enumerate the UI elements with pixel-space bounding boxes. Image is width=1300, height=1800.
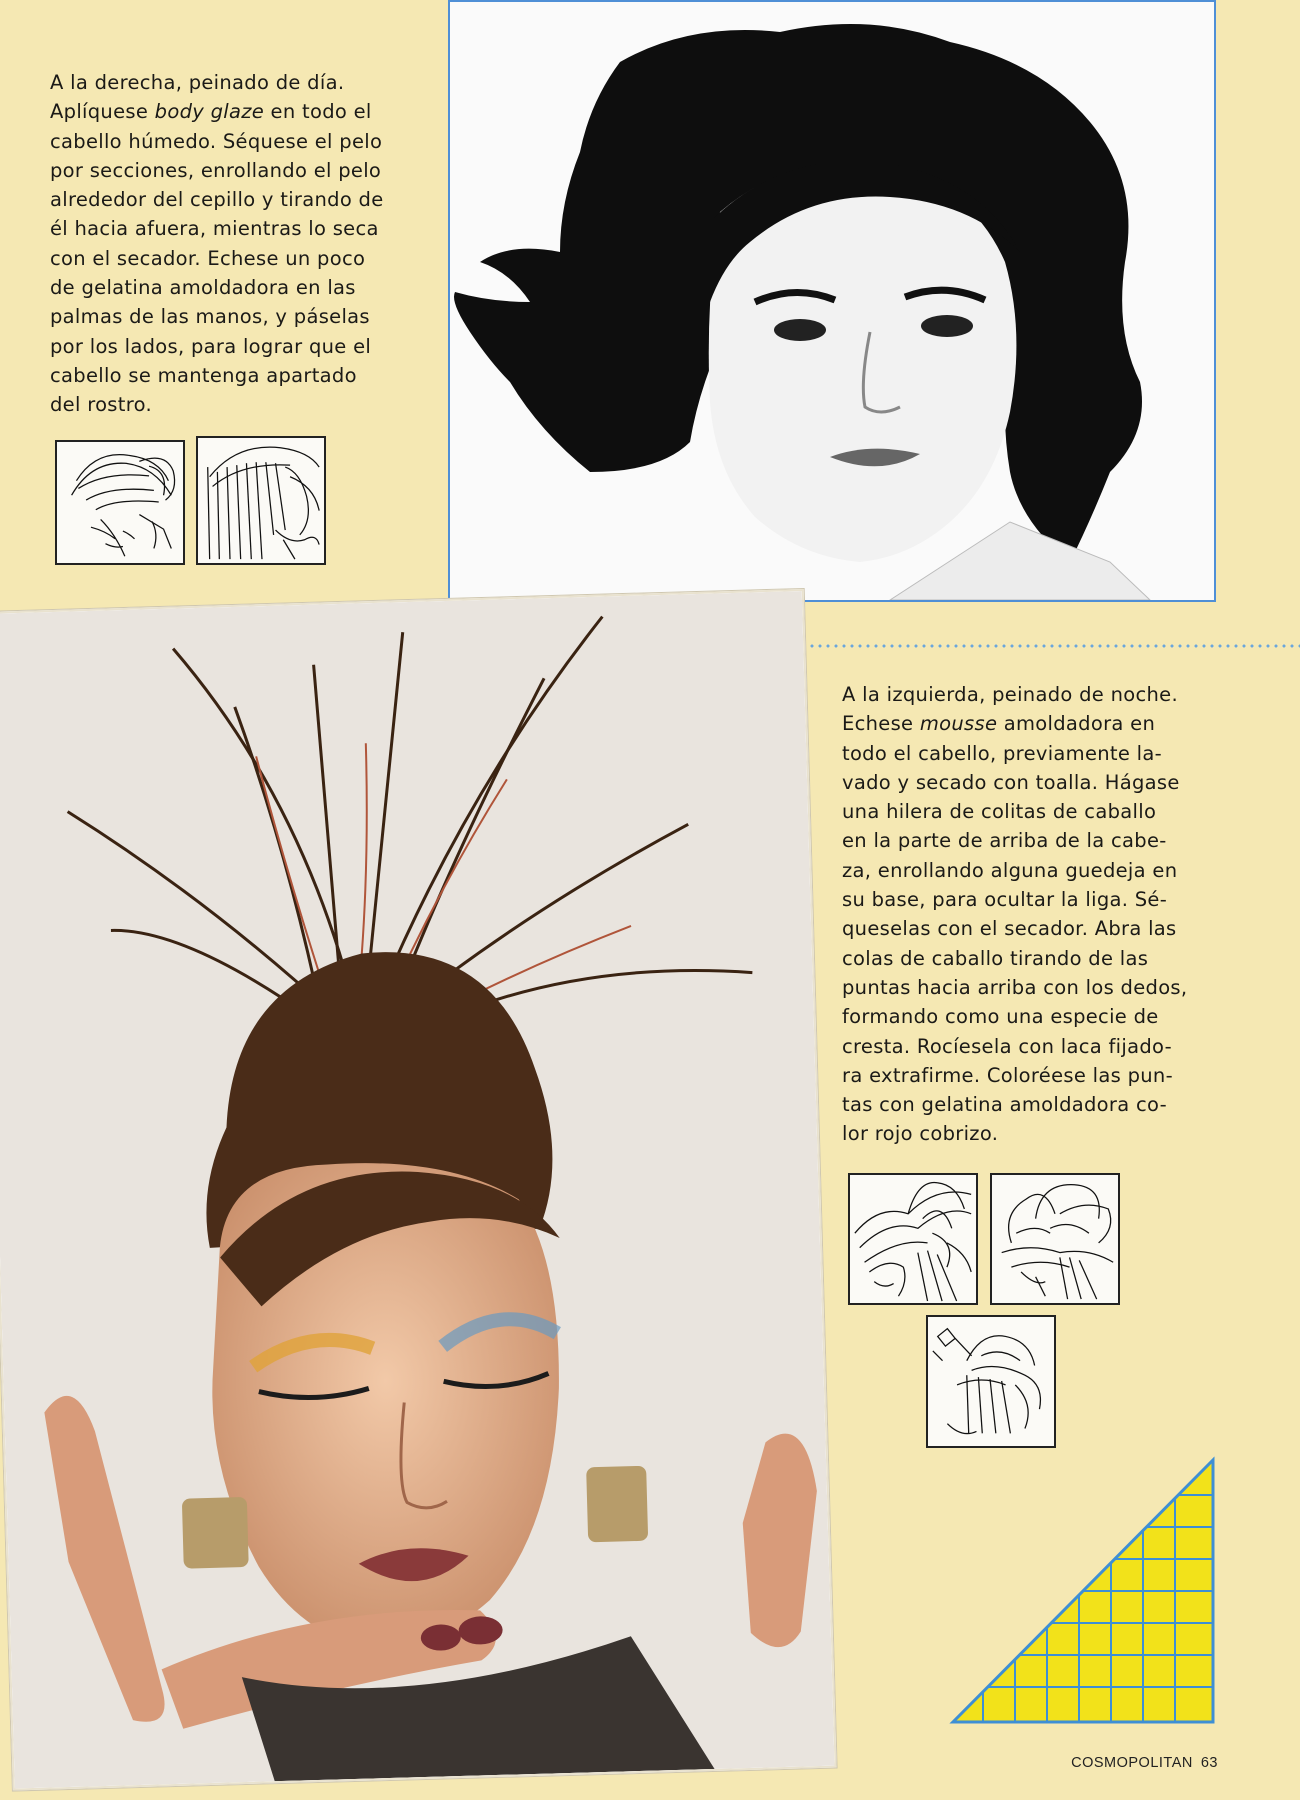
text-line: una hilera de colitas de caballo [842,800,1157,824]
decorative-grid-triangle [948,1455,1218,1727]
triangle-grid-icon [948,1455,1218,1727]
text-line: cabello húmedo. Séquese el pelo [50,129,383,153]
text-line: palmas de las manos, y páselas [50,305,370,329]
night-illustration-2 [990,1173,1120,1305]
text-line: cabello se mantenga apartado [50,363,357,387]
text-line: él hacia afuera, mientras lo seca [50,217,379,241]
woman-spiky-updo-image [0,591,835,1788]
text-line: lor rojo cobrizo. [842,1122,999,1146]
night-illustration-1 [848,1173,978,1305]
sketch-brush-drying-icon [57,442,183,563]
text-line: cresta. Rocíesela con laca fijado- [842,1034,1172,1058]
text-line: su base, para ocultar la liga. Sé- [842,888,1168,912]
text-line: Aplíquese body glaze en todo el [50,100,372,124]
sketch-crest-icon [992,1175,1118,1303]
text-line: Echese mousse amoldadora en [842,712,1156,736]
sketch-hair-section-icon [198,438,324,563]
page-number: 63 [1200,1755,1218,1771]
text-line: colas de caballo tirando de las [842,946,1149,970]
text-line: A la derecha, peinado de día. [50,71,345,94]
night-illustration-3 [926,1315,1056,1448]
text-line: queselas con el secador. Abra las [842,917,1177,941]
day-illustration-2 [196,436,326,565]
sketch-ponytail-icon [850,1175,976,1303]
product-name: mousse [919,712,998,736]
text-line: vado y secado con toalla. Hágase [842,770,1180,794]
text-line: puntas hacia arriba con los dedos, [842,975,1188,999]
text-line: del rostro. [50,393,152,417]
magazine-name: COSMOPOLITAN [1071,1755,1193,1771]
text-line: de gelatina amoldadora en las [50,276,356,300]
text-line: con el secador. Echese un poco [50,246,366,270]
night-style-photo [0,589,837,1791]
day-illustration-1 [55,440,185,565]
text-line: tas con gelatina amoldadora co- [842,1093,1167,1117]
text-line: formando como una especie de [842,1005,1159,1029]
text-line: A la izquierda, peinado de noche. [842,683,1178,706]
woman-portrait-bw-image [450,2,1214,600]
text-line: za, enrollando alguna guedeja en [842,858,1178,882]
product-name: body glaze [154,100,265,124]
night-style-instructions [842,680,1212,1149]
page-footer [1071,1755,1218,1771]
day-style-photo [448,0,1216,602]
text-line: todo el cabello, previamente la- [842,741,1162,765]
text-line: en la parte de arriba de la cabe- [842,829,1167,853]
text-line: por secciones, enrollando el pelo [50,158,382,182]
sketch-hairspray-icon [928,1317,1054,1446]
day-style-instructions [50,68,420,420]
text-line: ra extrafirme. Coloréese las pun- [842,1063,1173,1087]
text-line: por los lados, para lograr que el [50,334,372,358]
text-line: alrededor del cepillo y tirando de [50,188,384,212]
